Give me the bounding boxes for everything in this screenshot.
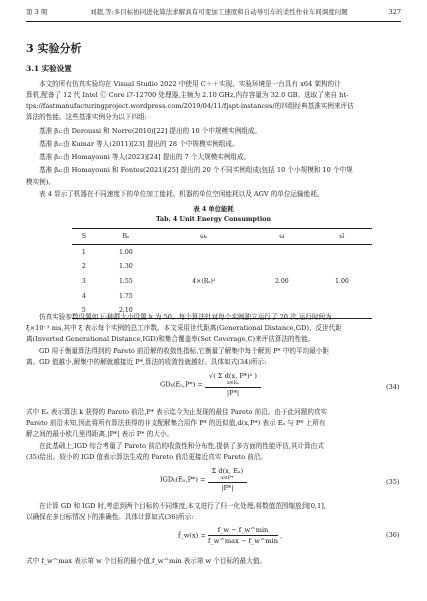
benchmark-item-cont: 模实例)。: [26, 178, 55, 186]
running-header: [26, 4, 401, 20]
table-cell: 1.00: [118, 248, 133, 256]
table-row: [72, 245, 372, 260]
benchmark-item: 基准 β₁:由 Deroussi 和 Norre(2010)[22] 提出的 10 个中规模实例组成。: [39, 127, 262, 135]
eq34-lhs: GDₖ(Eₐ,P*) =: [160, 380, 203, 389]
equation-number: (35): [386, 478, 400, 486]
page-number: 327: [388, 8, 401, 16]
paragraph-line: 仿真实验参数设置如下:种群大小设置 k 为 50。每个算法针对每个实例独立运行了 20 次,运行时间为: [39, 313, 332, 321]
table-header-cell: S: [72, 229, 96, 245]
table-cell: 1: [81, 248, 86, 256]
table-cell: [312, 289, 372, 304]
table-header-cell: ω̄: [312, 229, 372, 245]
benchmark-item: 基准 β₃:由 Homayouni 等人(2023)[24] 提出的 7 个大规模实例组成。: [39, 153, 251, 161]
paragraph-line: 解之间的最小欧几里得距离,|P*| 表示 P* 的大小。: [26, 430, 173, 438]
table-cell: [312, 245, 372, 260]
table-cell: [156, 260, 252, 275]
table-cell: [156, 289, 252, 304]
table-cell: 2.10: [96, 303, 156, 318]
table-cell: 1.75: [118, 292, 133, 300]
paragraph-line: tps://fastmanufacturingproject.wordpress.com/2019/04/11/fjspt-instances/的四组经典基准实例来评估: [26, 102, 354, 110]
section-heading: 3 实验分析: [26, 42, 82, 55]
subsection-heading: 3.1 实验设置: [26, 64, 72, 73]
eq36-lhs: f̄_w(x) =: [178, 531, 206, 540]
table-cell: 1.55: [118, 277, 133, 285]
paragraph-line: 离(Inverted Generational Distance,IGD)和集合覆盖率(Set Coverage,C)来评估算法的性能。: [26, 335, 315, 343]
paragraph-line: (35)给出。较小的 IGD 值表示算法生成的 Pareto 前沿更接近真实 Pareto 前沿。: [26, 453, 268, 461]
eq36-tail: ,: [280, 531, 283, 540]
table-header-cell: ωₛ: [156, 229, 252, 245]
equation-35: [160, 467, 247, 492]
issue-number: 第 3 期: [26, 8, 48, 16]
equation-number: (34): [386, 383, 400, 391]
table-header-cell: Rₛ: [96, 229, 156, 245]
eq36-fraction: [208, 526, 278, 545]
table-cell: 1.00: [335, 277, 349, 285]
eq35-numerator: [208, 467, 247, 483]
header-rule: [26, 21, 401, 22]
table-cell: [312, 260, 372, 275]
table-header-row: [72, 229, 372, 245]
eq35-fraction: [208, 467, 247, 492]
table-cell: 4: [81, 292, 86, 300]
table-cell: 2: [81, 263, 86, 271]
paragraph-line: GD 用于衡量算法得到的 Pareto 前沿解的收敛性指标,它衡量了解集中每个解到 P* 中的平均最小距: [39, 347, 329, 355]
paragraph-line: 式中 f_w^max 表示第 w 个目标的最小值,f_w^min 表示第 w 个目标的最大值。: [26, 557, 267, 565]
table-cell: 5: [72, 303, 96, 318]
table-row: [72, 274, 372, 289]
eq35-numerator-text: Σ d(x, Eₐ): [211, 467, 244, 475]
table-row: [72, 289, 372, 304]
paragraph-line: 式中 Eₐ 表示算法 k 获得的 Pareto 前沿,P* 表示迄今为止发现的最佳 Pareto 前沿。由于此问题的真实: [26, 408, 328, 416]
table-cell: 2.00: [274, 277, 289, 285]
table-caption-cn: 表 4 单位能耗: [193, 206, 234, 213]
table-cell: [252, 245, 312, 260]
eq35-lhs: IGDₖ(Eₐ,P*) =: [160, 475, 206, 484]
table-header-cell: ω: [252, 229, 312, 245]
table-cell: 1.30: [118, 263, 133, 271]
paragraph-line: 算法的性能。这些基准实例分为以下四组:: [26, 113, 147, 121]
eq35-denominator: |P*|: [221, 484, 234, 492]
table-cell: 4×(Rₛ)²: [192, 277, 216, 285]
paragraph-line: 以确保在多目标情况下的准确性。具体计算如式(36)所示:: [26, 513, 194, 521]
paragraph-line: 离。GD 值越小,解集中的解就越接近 P*,算法的收敛性就越好。具体如式(34)所示:: [26, 358, 267, 366]
table-intro: 表 4 显示了机器在不同速度下的单位加工能耗、机器的单位空闲能耗以及 AGV 的单位运输能耗。: [39, 190, 324, 198]
paragraph-line: 算机,配备了 12 代 Intel Ⓒ Core i7-12700 处理器,主频为 2.10 GHz,内存容量为 32.0 GB。选取了来自 ht-: [26, 91, 349, 99]
paragraph-line: 在计算 GD 和 IGD 时,考虑到两个目标的不同维度,本文进行了归一化处理,将数值范围缩放到[0,1],: [39, 502, 326, 510]
eq36-numerator: f_w − f_w^min: [208, 526, 278, 536]
table-row: [72, 260, 372, 275]
running-title: 刘超,等:多目标协同进化算法求解具有可变加工速度和自动导引车的柔性作业车间调度问题: [90, 8, 348, 16]
benchmark-item: 基准 β₂:由 Kumar 等人(2011)[23] 提出的 28 个中规模实例组成。: [39, 140, 239, 148]
eq34-numerator: [205, 372, 261, 388]
eq34-fraction: [205, 372, 261, 397]
benchmark-item: 基准 β₄:由 Homayouni 和 Fontes(2021)[25] 提出的 20 个不同实例组成(包括 10 个小规模和 10 个中规: [39, 166, 353, 174]
eq36-denominator: f_w^max − f_w^min: [207, 537, 279, 545]
equation-number: (36): [386, 531, 400, 539]
paragraph-line: ξ×10⁻³ ms,其中 ξ 表示每个实例的总工序数。本文采用世代距离(Generational Distance,GD)、反世代距: [26, 324, 342, 332]
table-cell: [252, 260, 312, 275]
equation-36: [178, 526, 282, 545]
paragraph-line: 本文的所有仿真实验均在 Visual Studio 2022 中使用 C＋＋实现。实验环境是一台具有 x64 架构的计: [39, 80, 341, 88]
energy-table: [72, 228, 372, 319]
table-cell: 3: [81, 277, 86, 285]
table-cell: [156, 245, 252, 260]
paragraph-line: 在此基础上,IGD 综合考量了 Pareto 前沿的收敛性和分布性,提供了多方面的性能评估,其计算由式: [39, 442, 324, 450]
eq34-sum-sub: x∈Eₐ: [226, 380, 240, 386]
eq34-denominator: |P*|: [226, 389, 240, 397]
eq35-sum-sub: x∈P*: [221, 475, 234, 481]
equation-34: [160, 372, 261, 397]
table-cell: [252, 289, 312, 304]
paragraph-line: Pareto 前沿未知,因此将所有算法获得的非支配解集合用作 P* 的近似值,d(x,P*) 表示 Eₐ 与 P* 上所有: [26, 419, 326, 427]
table-caption-en: Tab. 4 Unit Energy Consumption: [155, 216, 272, 223]
eq34-numerator-text: √( Σ d(x, P*)² ): [209, 372, 257, 380]
